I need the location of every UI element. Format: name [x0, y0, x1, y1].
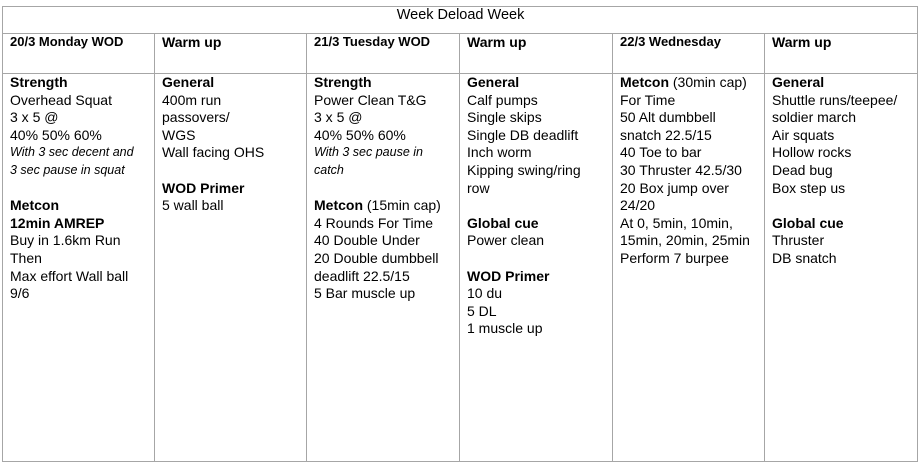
line-text: row — [467, 179, 490, 196]
workout-line — [162, 144, 300, 162]
line-text: Single DB deadlift — [467, 126, 579, 143]
week-title: Week Deload Week — [3, 7, 918, 34]
section-heading — [314, 74, 453, 92]
spacer — [314, 180, 453, 198]
workout-line — [467, 109, 606, 127]
line-text: Power clean — [467, 232, 545, 249]
spacer — [162, 162, 300, 180]
spacer — [467, 250, 606, 268]
wednesday-warmup-cell — [765, 74, 918, 462]
workout-line — [314, 215, 453, 233]
workout-line — [314, 250, 453, 268]
line-text: Single skips — [467, 109, 542, 126]
line-text: 9/6 — [10, 285, 30, 302]
section-heading — [467, 268, 606, 286]
line-text: Strength — [10, 74, 68, 90]
line-text: At 0, 5min, 10min, — [620, 214, 733, 231]
line-text: Metcon — [314, 197, 363, 214]
line-text: Inch worm — [467, 144, 532, 161]
line-text: With 3 sec decent and — [10, 145, 134, 160]
line-text: 50 Alt dumbbell — [620, 109, 716, 126]
workout-line — [10, 92, 148, 110]
line-text: 40 Double Under — [314, 232, 420, 249]
line-text: DB snatch — [772, 249, 837, 266]
line-text: WOD Primer — [467, 267, 550, 284]
workout-line — [772, 232, 911, 250]
workout-line — [772, 109, 911, 127]
line-text: 4 Rounds For Time — [314, 214, 434, 231]
section-heading — [162, 180, 300, 198]
header-monday-warmup: Warm up — [155, 34, 307, 74]
line-text: 30 Thruster 42.5/30 — [620, 161, 742, 178]
workout-line — [620, 144, 758, 162]
line-text: 20 Box jump over — [620, 179, 729, 196]
section-heading — [620, 74, 758, 92]
section-heading — [314, 197, 453, 215]
workout-line — [467, 180, 606, 198]
workout-line — [772, 250, 911, 268]
coaching-note — [10, 144, 148, 162]
workout-line — [314, 232, 453, 250]
section-heading — [162, 74, 300, 92]
line-text: Buy in 1.6km Run — [10, 232, 121, 249]
line-text: 3 sec pause in squat — [10, 162, 125, 177]
line-text: Power Clean T&G — [314, 91, 427, 108]
line-text: Shuttle runs/teepee/ — [772, 91, 898, 108]
monday-warmup-cell — [155, 74, 307, 462]
workout-line — [10, 109, 148, 127]
line-text: 40% 50% 60% — [314, 126, 406, 143]
spacer — [10, 180, 148, 198]
workout-line — [314, 285, 453, 303]
header-wednesday-warmup: Warm up — [765, 34, 918, 74]
workout-line — [467, 232, 606, 250]
section-heading — [10, 74, 148, 92]
monday-wod-cell — [3, 74, 155, 462]
workout-line — [467, 303, 606, 321]
section-heading — [467, 74, 606, 92]
line-text: 5 wall ball — [162, 197, 224, 214]
workout-line — [620, 232, 758, 250]
workout-line — [620, 92, 758, 110]
line-text: Wall facing OHS — [162, 144, 265, 161]
line-text: WOD Primer — [162, 179, 245, 196]
workout-line — [162, 109, 300, 127]
tuesday-wod-cell — [307, 74, 460, 462]
header-monday-wod: 20/3 Monday WOD — [3, 34, 155, 74]
line-text: 40% 50% 60% — [10, 126, 102, 143]
workout-line — [772, 162, 911, 180]
line-text: Perform 7 burpee — [620, 249, 729, 266]
workout-line — [620, 197, 758, 215]
section-heading — [10, 215, 148, 233]
line-text: snatch 22.5/15 — [620, 126, 712, 143]
workout-line — [162, 92, 300, 110]
line-suffix: (30min cap) — [669, 74, 747, 90]
line-text: Hollow rocks — [772, 144, 852, 161]
line-text: Then — [10, 249, 42, 266]
line-text: 15min, 20min, 25min — [620, 232, 750, 249]
workout-line — [620, 250, 758, 268]
line-text: 1 muscle up — [467, 320, 543, 337]
line-text: Global cue — [467, 214, 539, 231]
line-text: 5 Bar muscle up — [314, 285, 416, 302]
workout-line — [620, 127, 758, 145]
line-text: Kipping swing/ring — [467, 161, 581, 178]
workout-line — [467, 162, 606, 180]
workout-line — [10, 268, 148, 286]
workout-line — [10, 285, 148, 303]
workout-line — [314, 92, 453, 110]
line-text: 3 x 5 @ — [10, 109, 59, 126]
workout-line — [467, 144, 606, 162]
line-text: General — [162, 74, 215, 90]
workout-line — [314, 268, 453, 286]
workout-line — [10, 250, 148, 268]
line-text: Metcon — [10, 197, 59, 214]
header-tuesday-wod: 21/3 Tuesday WOD — [307, 34, 460, 74]
workout-line — [467, 320, 606, 338]
workout-line — [314, 109, 453, 127]
line-text: catch — [314, 162, 344, 177]
spacer — [772, 197, 911, 215]
line-text: WGS — [162, 126, 196, 143]
workout-line — [772, 180, 911, 198]
header-tuesday-warmup: Warm up — [460, 34, 613, 74]
tuesday-warmup-cell — [460, 74, 613, 462]
section-heading — [772, 215, 911, 233]
workout-line — [10, 232, 148, 250]
header-wednesday-wod: 22/3 Wednesday — [613, 34, 765, 74]
line-suffix: (15min cap) — [363, 197, 441, 214]
line-text: For Time — [620, 91, 676, 108]
line-text: Thruster — [772, 232, 825, 249]
section-heading — [10, 197, 148, 215]
workout-line — [772, 127, 911, 145]
line-text: 12min AMREP — [10, 214, 105, 231]
workout-line — [162, 197, 300, 215]
line-text: Strength — [314, 74, 372, 90]
coaching-note — [10, 162, 148, 180]
workout-line — [467, 127, 606, 145]
spacer — [467, 197, 606, 215]
line-text: 10 du — [467, 285, 503, 302]
line-text: Global cue — [772, 214, 844, 231]
line-text: 5 DL — [467, 302, 497, 319]
line-text: passovers/ — [162, 109, 230, 126]
line-text: Metcon — [620, 74, 669, 90]
workout-line — [772, 144, 911, 162]
line-text: Calf pumps — [467, 91, 538, 108]
line-text: deadlift 22.5/15 — [314, 267, 410, 284]
workout-line — [162, 127, 300, 145]
wednesday-wod-cell — [613, 74, 765, 462]
line-text: 3 x 5 @ — [314, 109, 363, 126]
workout-line — [620, 162, 758, 180]
workout-line — [620, 215, 758, 233]
workout-line — [467, 92, 606, 110]
workout-line — [620, 109, 758, 127]
line-text: 20 Double dumbbell — [314, 249, 439, 266]
line-text: Box step us — [772, 179, 846, 196]
workout-line — [467, 285, 606, 303]
section-heading — [467, 215, 606, 233]
line-text: Air squats — [772, 126, 835, 143]
line-text: soldier march — [772, 109, 857, 126]
line-text: Overhead Squat — [10, 91, 112, 108]
line-text: Dead bug — [772, 161, 833, 178]
line-text: General — [467, 74, 520, 90]
workout-line — [314, 127, 453, 145]
coaching-note — [314, 144, 453, 162]
line-text: 400m run — [162, 91, 222, 108]
workout-line — [620, 180, 758, 198]
workout-line — [10, 127, 148, 145]
line-text: 40 Toe to bar — [620, 144, 702, 161]
line-text: 24/20 — [620, 197, 656, 214]
workout-schedule-table — [2, 6, 918, 462]
coaching-note — [314, 162, 453, 180]
workout-line — [772, 92, 911, 110]
line-text: General — [772, 74, 825, 90]
section-heading — [772, 74, 911, 92]
line-text: With 3 sec pause in — [314, 145, 423, 160]
line-text: Max effort Wall ball — [10, 267, 129, 284]
